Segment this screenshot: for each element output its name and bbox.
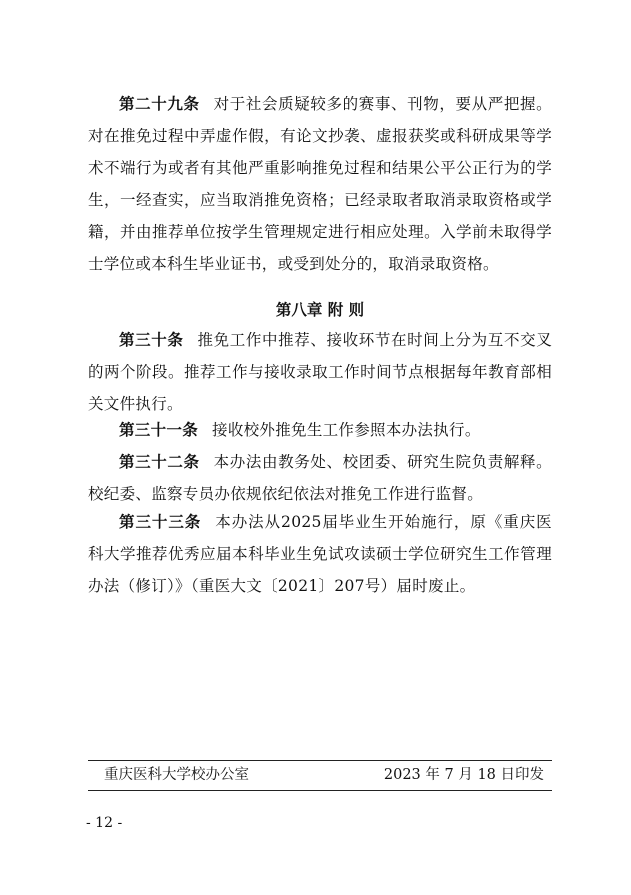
article-31 <box>88 414 552 446</box>
article-33 <box>88 506 552 602</box>
article-33-text: 本办法从2025届毕业生开始施行，原《重庆医科大学推荐优秀应届本科毕业生免试攻读硕士学位研究生工作管理办法（修订）》（重医大文〔2021〕207号）届时废止。 <box>88 513 552 595</box>
article-31-text: 接收校外推免生工作参照本办法执行。 <box>212 421 481 439</box>
footer-top-divider <box>88 760 552 761</box>
article-31-label: 第三十一条 <box>119 421 199 439</box>
footer-bottom-divider <box>88 790 552 791</box>
article-30-text: 推免工作中推荐、接收环节在时间上分为互不交叉的两个阶段。推荐工作与接收录取工作时间节点根据每年教育部相关文件执行。 <box>88 331 552 413</box>
article-32-text: 本办法由教务处、校团委、研究生院负责解释。校纪委、监察专员办依规依纪依法对推免工作进行监督。 <box>88 453 552 503</box>
article-33-label: 第三十三条 <box>119 513 202 531</box>
footer-issue-date: 2023 年 7 月 18 日印发 <box>383 767 544 783</box>
page-number: - 12 - <box>86 815 123 831</box>
article-29 <box>88 88 552 280</box>
article-29-text: 对于社会质疑较多的赛事、刊物，要从严把握。对在推免过程中弄虚作假，有论文抄袭、虚报获奖或科研成果等学术不端行为或者有其他严重影响推免过程和结果公平公正行为的学生，一经查实，应当取消推免资格；已经录取者取消录取资格或学籍，并由推荐单位按学生管理规定进行相应处理。入学前未取得学士学位或本科生毕业证书，或受到处分的，取消录取资格。 <box>88 95 552 273</box>
chapter-title: 第八章 附 则 <box>275 301 365 319</box>
article-30 <box>88 324 552 420</box>
footer-issuer: 重庆医科大学校办公室 <box>104 767 249 783</box>
article-32 <box>88 446 552 510</box>
article-30-label: 第三十条 <box>119 331 184 349</box>
article-29-label: 第二十九条 <box>119 95 200 113</box>
article-32-label: 第三十二条 <box>119 453 200 471</box>
